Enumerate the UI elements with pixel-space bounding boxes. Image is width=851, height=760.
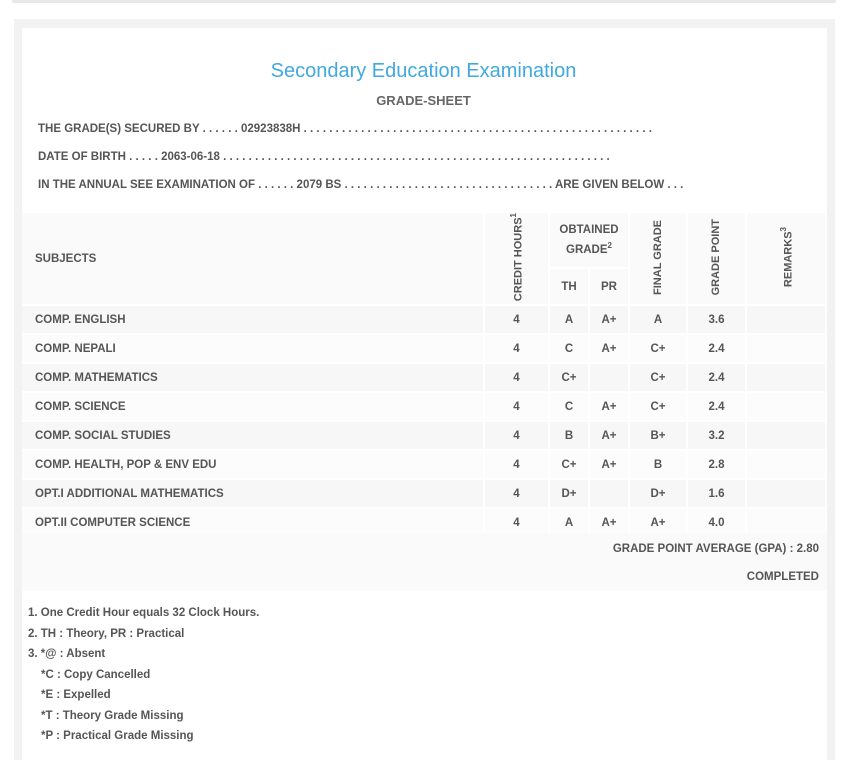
final-grade-cell: B: [630, 451, 688, 480]
exam-title: Secondary Education Examination: [270, 60, 577, 82]
table-row: [22, 480, 827, 509]
remarks-cell: [747, 422, 827, 451]
final-grade-cell: A: [630, 306, 688, 335]
remarks-cell: [747, 480, 827, 509]
footnote-item: *P : Practical Grade Missing: [41, 730, 194, 742]
pr-grade-cell: A+: [590, 335, 630, 364]
exam-line: IN THE ANNUAL SEE EXAMINATION OF . . . . . . 2079 BS . . . . . . . . . . . . . . . . . . . . . . . . . . . . . . . . . ARE GIVEN BELOW . . .: [38, 179, 684, 191]
th-grade-cell: D+: [550, 480, 590, 509]
footnote-item: *E : Expelled: [41, 689, 111, 701]
obtained-grade-header: OBTAINED GRADE$^2$: [550, 213, 630, 269]
th-grade-cell: C: [550, 393, 590, 422]
th-grade-cell: A: [550, 306, 590, 335]
footnote-item: *T : Theory Grade Missing: [41, 709, 184, 722]
grade-point-cell: 1.6: [688, 480, 747, 509]
pr-grade-cell: A+: [590, 509, 630, 538]
final-grade-cell: C+: [630, 393, 688, 422]
grade-point-cell: 2.4: [688, 364, 747, 393]
pr-grade-cell: A+: [590, 306, 630, 335]
credit-cell: 4: [485, 393, 550, 422]
th-header: TH: [550, 269, 590, 306]
table-row: [22, 422, 827, 451]
final-grade-cell: D+: [630, 480, 688, 509]
subject-cell: COMP. MATHEMATICS: [22, 364, 485, 393]
gradesheet-heading: GRADE-SHEET: [376, 93, 471, 108]
final-grade-cell: B+: [630, 422, 688, 451]
subject-cell: OPT.I ADDITIONAL MATHEMATICS: [22, 480, 485, 509]
table-row: [22, 393, 827, 422]
table-row: [22, 451, 827, 480]
grade-point-cell: 4.0: [688, 509, 747, 538]
footnote-item: 1. One Credit Hour equals 32 Clock Hours.: [28, 607, 260, 619]
th-grade-cell: C: [550, 335, 590, 364]
credit-hours-header: CREDIT HOURS$^1$: [485, 213, 550, 306]
credit-cell: 4: [485, 451, 550, 480]
remarks-cell: [747, 451, 827, 480]
subjects-header: SUBJECTS: [22, 213, 485, 306]
credit-cell: 4: [485, 480, 550, 509]
pr-grade-cell: [590, 480, 630, 509]
pr-grade-cell: [590, 364, 630, 393]
footnote-item: 2. TH : Theory, PR : Practical: [28, 627, 185, 640]
table-row: [22, 335, 827, 364]
subject-cell: COMP. SCIENCE: [22, 393, 485, 422]
summary-block: [22, 533, 827, 591]
grade-point-cell: 2.4: [688, 393, 747, 422]
grade-point-cell: 2.8: [688, 451, 747, 480]
th-grade-cell: A: [550, 509, 590, 538]
credit-cell: 4: [485, 509, 550, 538]
pr-grade-cell: A+: [590, 393, 630, 422]
th-grade-cell: C+: [550, 451, 590, 480]
gpa-text: GRADE POINT AVERAGE (GPA) : 2.80: [612, 543, 819, 555]
final-grade-cell: C+: [630, 335, 688, 364]
secured-by-line: THE GRADE(S) SECURED BY . . . . . . 02923838H . . . . . . . . . . . . . . . . . . . . . . . . . . . . . . . . . . . . . . . . . . . . . . . . . . . . . . .: [38, 123, 652, 135]
credit-cell: 4: [485, 306, 550, 335]
remarks-cell: [747, 335, 827, 364]
credit-cell: 4: [485, 364, 550, 393]
remarks-cell: [747, 306, 827, 335]
table-row: [22, 306, 827, 335]
result-status: COMPLETED: [746, 571, 819, 583]
final-grade-cell: C+: [630, 364, 688, 393]
subject-cell: COMP. NEPALI: [22, 335, 485, 364]
remarks-cell: [747, 364, 827, 393]
remarks-header: REMARKS$^3$: [747, 213, 827, 306]
th-grade-cell: B: [550, 422, 590, 451]
pr-grade-cell: A+: [590, 422, 630, 451]
grade-point-cell: 3.6: [688, 306, 747, 335]
subject-cell: COMP. HEALTH, POP & ENV EDU: [22, 451, 485, 480]
table-row: [22, 364, 827, 393]
footnotes: [28, 603, 259, 747]
pr-grade-cell: A+: [590, 451, 630, 480]
date-of-birth-line: DATE OF BIRTH . . . . . 2063-06-18 . . . . . . . . . . . . . . . . . . . . . . . . . . . . . . . . . . . . . . . . . . . . . . . . . . . . . . . . . . . . .: [38, 151, 610, 163]
grade-point-cell: 2.4: [688, 335, 747, 364]
th-grade-cell: C+: [550, 364, 590, 393]
subject-cell: COMP. SOCIAL STUDIES: [22, 422, 485, 451]
subject-cell: COMP. ENGLISH: [22, 306, 485, 335]
top-divider: [12, 0, 836, 3]
final-grade-cell: A+: [630, 509, 688, 538]
remarks-cell: [747, 393, 827, 422]
grade-point-header: GRADE POINT: [688, 213, 747, 306]
footnote-item: *C : Copy Cancelled: [41, 668, 151, 681]
pr-header: PR: [590, 269, 630, 306]
subject-cell: OPT.II COMPUTER SCIENCE: [22, 509, 485, 538]
credit-cell: 4: [485, 335, 550, 364]
final-grade-header: FINAL GRADE: [630, 213, 688, 306]
grades-table: [22, 213, 827, 538]
grade-point-cell: 3.2: [688, 422, 747, 451]
footnote-item: 3. *@ : Absent: [28, 648, 106, 660]
credit-cell: 4: [485, 422, 550, 451]
